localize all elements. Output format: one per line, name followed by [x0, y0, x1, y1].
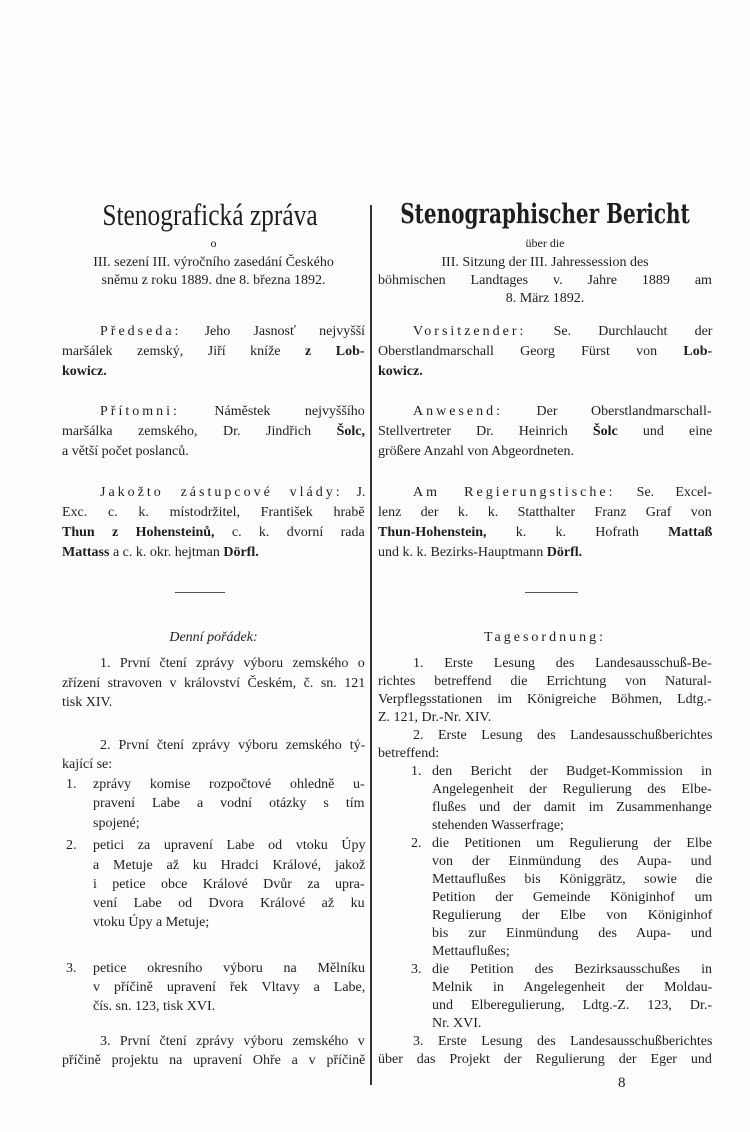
- name: Mattass: [62, 545, 110, 560]
- gov-label: Am Regierungstische:: [413, 485, 616, 500]
- czech-subtitle: o: [210, 236, 217, 250]
- agenda-line: bis zur Einmündung des Aupa- und: [432, 926, 712, 941]
- agenda-line: vení Labe od Dvora Králové až ku: [93, 896, 365, 911]
- czech-title: Stenografická zpráva: [102, 197, 318, 232]
- agenda-line: die Petition des Bezirksausschußes in: [432, 962, 712, 977]
- german-gov-line: lenz der k. k. Statthalter Franz Graf von: [378, 505, 712, 520]
- german-present-line: [413, 403, 712, 421]
- section-rule: [175, 592, 225, 593]
- text: k. k. Hofrath: [515, 525, 639, 540]
- german-subtitle: über die: [525, 236, 565, 250]
- czech-chair-line: [100, 323, 365, 341]
- name: Dörfl.: [546, 545, 583, 560]
- agenda-line: Z. 121, Dr.-Nr. XIV.: [378, 710, 492, 725]
- agenda-line: Nr. XVI.: [432, 1016, 482, 1031]
- german-gov-line: [378, 544, 712, 562]
- agenda-line: Petition der Gemeinde Königinhof um: [432, 890, 713, 905]
- chair-label: Vorsitzender:: [413, 324, 527, 339]
- german-subtitle: III. Sitzung der III. Jahressession des: [441, 255, 649, 270]
- czech-present-line: [100, 403, 365, 421]
- agenda-line: Angelegenheit der Regulierung des Elbe-: [432, 782, 712, 797]
- german-chair-line: [378, 363, 712, 381]
- sub-number: 2.: [66, 838, 77, 853]
- agenda-line: Mettauflußes;: [432, 944, 510, 959]
- name: Šolc: [592, 424, 618, 439]
- agenda-line: stehenden Wasserfrage;: [432, 818, 564, 833]
- german-subtitle: 8. März 1892.: [505, 291, 585, 306]
- agenda-line: zřízení stravoven v království Českém, č. sn. 121: [62, 676, 366, 691]
- column-divider: [370, 205, 372, 1085]
- sub-number: 3.: [411, 962, 422, 977]
- agenda-line: 1. První čtení zprávy výboru zemského o: [100, 656, 365, 671]
- czech-present-line: [62, 423, 365, 441]
- agenda-line: und Elberegulierung, Ldtg.-Z. 123, Dr.-: [432, 998, 713, 1013]
- agenda-line: 2. Erste Lesung des Landesausschußberichtes: [413, 728, 713, 743]
- czech-gov-line: Exc. c. k. místodržitel, František hrabě: [62, 505, 365, 520]
- agenda-line: 1. Erste Lesung des Landesausschuß-Be-: [413, 656, 712, 671]
- czech-chair-line: [62, 343, 365, 361]
- agenda-line: i petice obce Králové Dvůr za upra-: [93, 877, 365, 892]
- agenda-line: zprávy komise rozpočtové ohledně u-: [93, 777, 365, 792]
- text: und eine: [642, 424, 713, 439]
- german-present-line: größere Anzahl von Abgeordneten.: [378, 444, 574, 459]
- text: Oberstlandmarschall Georg Fürst von: [378, 344, 658, 359]
- text: maršálek zemský, Jiří kníže: [62, 344, 281, 359]
- text: maršálka zemského, Dr. Jindřich: [62, 424, 312, 439]
- agenda-line: über das Projekt der Regulierung der Eger und: [378, 1052, 712, 1067]
- name: Mattaß: [668, 525, 713, 540]
- text: J.: [356, 485, 366, 500]
- name: Šolc,: [336, 424, 366, 439]
- agenda-line: petici za upravení Labe od vtoku Úpy: [93, 838, 366, 853]
- agenda-line: a Metuje až ku Hradci Králové, jakož: [93, 858, 366, 873]
- name: Dörfl.: [223, 545, 259, 560]
- text: Náměstek nejvyššího: [214, 404, 365, 419]
- name: Thun z Hohensteinů,: [62, 525, 215, 540]
- agenda-line: pravení Labe a vodní otázky s tím: [93, 796, 365, 811]
- agenda-line: Melnik in Angelegenheit der Moldau-: [432, 980, 713, 995]
- german-title: Stenographischer Bericht: [400, 199, 690, 230]
- german-present-line: [378, 423, 712, 441]
- agenda-line: richtes betreffend die Errichtung von Natural-: [378, 674, 712, 689]
- section-rule: [525, 592, 578, 593]
- agenda-line: vtoku Úpy a Metuje;: [93, 915, 210, 930]
- agenda-line: die Petitionen um Regulierung der Elbe: [432, 836, 713, 851]
- german-gov-line: [378, 524, 712, 542]
- sub-number: 2.: [411, 836, 422, 851]
- agenda-line: Verpflegsstationen im Königreiche Böhmen, Ldtg.-: [378, 692, 712, 707]
- czech-gov-line: [62, 524, 365, 542]
- text: Se. Excel-: [636, 485, 712, 500]
- name: kowicz.: [62, 364, 107, 379]
- text: Jeho Jasnosť nejvyšší: [204, 324, 366, 339]
- agenda-line: petice okresního výboru na Mělníku: [93, 961, 365, 976]
- czech-agenda-title: Denní pořádek:: [169, 630, 258, 645]
- text: und k. k. Bezirks-Hauptmann: [378, 545, 544, 560]
- name: z Lob-: [305, 344, 365, 359]
- sub-number: 3.: [66, 961, 77, 976]
- agenda-line: von der Einmündung des Aupa- und: [432, 854, 712, 869]
- name: Thun-Hohenstein,: [378, 525, 487, 540]
- page-number: 8: [618, 1075, 626, 1091]
- agenda-line: 3. Erste Lesung des Landesausschußberichtes: [413, 1034, 713, 1049]
- present-label: Anwesend:: [413, 404, 503, 419]
- text: c. k. dvorní rada: [231, 525, 365, 540]
- german-subtitle: böhmischen Landtages v. Jahre 1889 am: [378, 273, 712, 288]
- sub-number: 1.: [66, 777, 77, 792]
- agenda-line: Mettauflußes bis Königgrätz, sowie die: [432, 872, 713, 887]
- czech-subtitle: III. sezení III. výročního zasedání Českého: [93, 255, 334, 270]
- agenda-line: tisk XIV.: [62, 695, 113, 710]
- text: Der Oberstlandmarschall-: [536, 404, 712, 419]
- text: Stellvertreter Dr. Heinrich: [378, 424, 568, 439]
- agenda-line: v příčině upravení řek Vltavy a Labe,: [93, 980, 366, 995]
- name: Lob-: [683, 344, 713, 359]
- name: kowicz.: [378, 364, 423, 379]
- german-chair-line: [413, 323, 712, 341]
- chair-label: Předseda:: [100, 324, 182, 339]
- agenda-line: 2. První čtení zprávy výboru zemského tý-: [100, 738, 366, 753]
- agenda-line: 3. První čtení zprávy výboru zemského v: [100, 1034, 365, 1049]
- czech-subtitle: sněmu z roku 1889. dne 8. března 1892.: [101, 273, 326, 288]
- sub-number: 1.: [411, 764, 422, 779]
- agenda-line: příčině projektu na upravení Ohře a v příčině: [62, 1053, 366, 1068]
- german-chair-line: [378, 343, 712, 361]
- agenda-line: flußes und der damit im Zusammenhange: [432, 800, 712, 815]
- agenda-line: Regulierung der Elbe von Königinhof: [432, 908, 713, 923]
- agenda-line: spojené;: [93, 816, 140, 831]
- agenda-line: čís. sn. 123, tisk XVI.: [93, 999, 216, 1014]
- agenda-line: kající se:: [62, 757, 113, 772]
- czech-gov-line: [62, 544, 365, 562]
- german-gov-line: [413, 484, 712, 502]
- german-agenda-title: Tagesordnung:: [483, 630, 606, 645]
- agenda-line: den Bericht der Budget-Kommission in: [432, 764, 712, 779]
- agenda-line: betreffend:: [378, 746, 440, 761]
- czech-gov-line: [100, 484, 365, 502]
- text: Se. Durchlaucht der: [553, 324, 713, 339]
- czech-present-line: a větší počet poslanců.: [62, 444, 189, 459]
- czech-chair-line: [62, 363, 365, 381]
- present-label: Přítomni:: [100, 404, 180, 419]
- text: a c. k. okr. hejtman: [112, 545, 220, 560]
- gov-label: Jakožto zástupcové vlády:: [100, 485, 343, 500]
